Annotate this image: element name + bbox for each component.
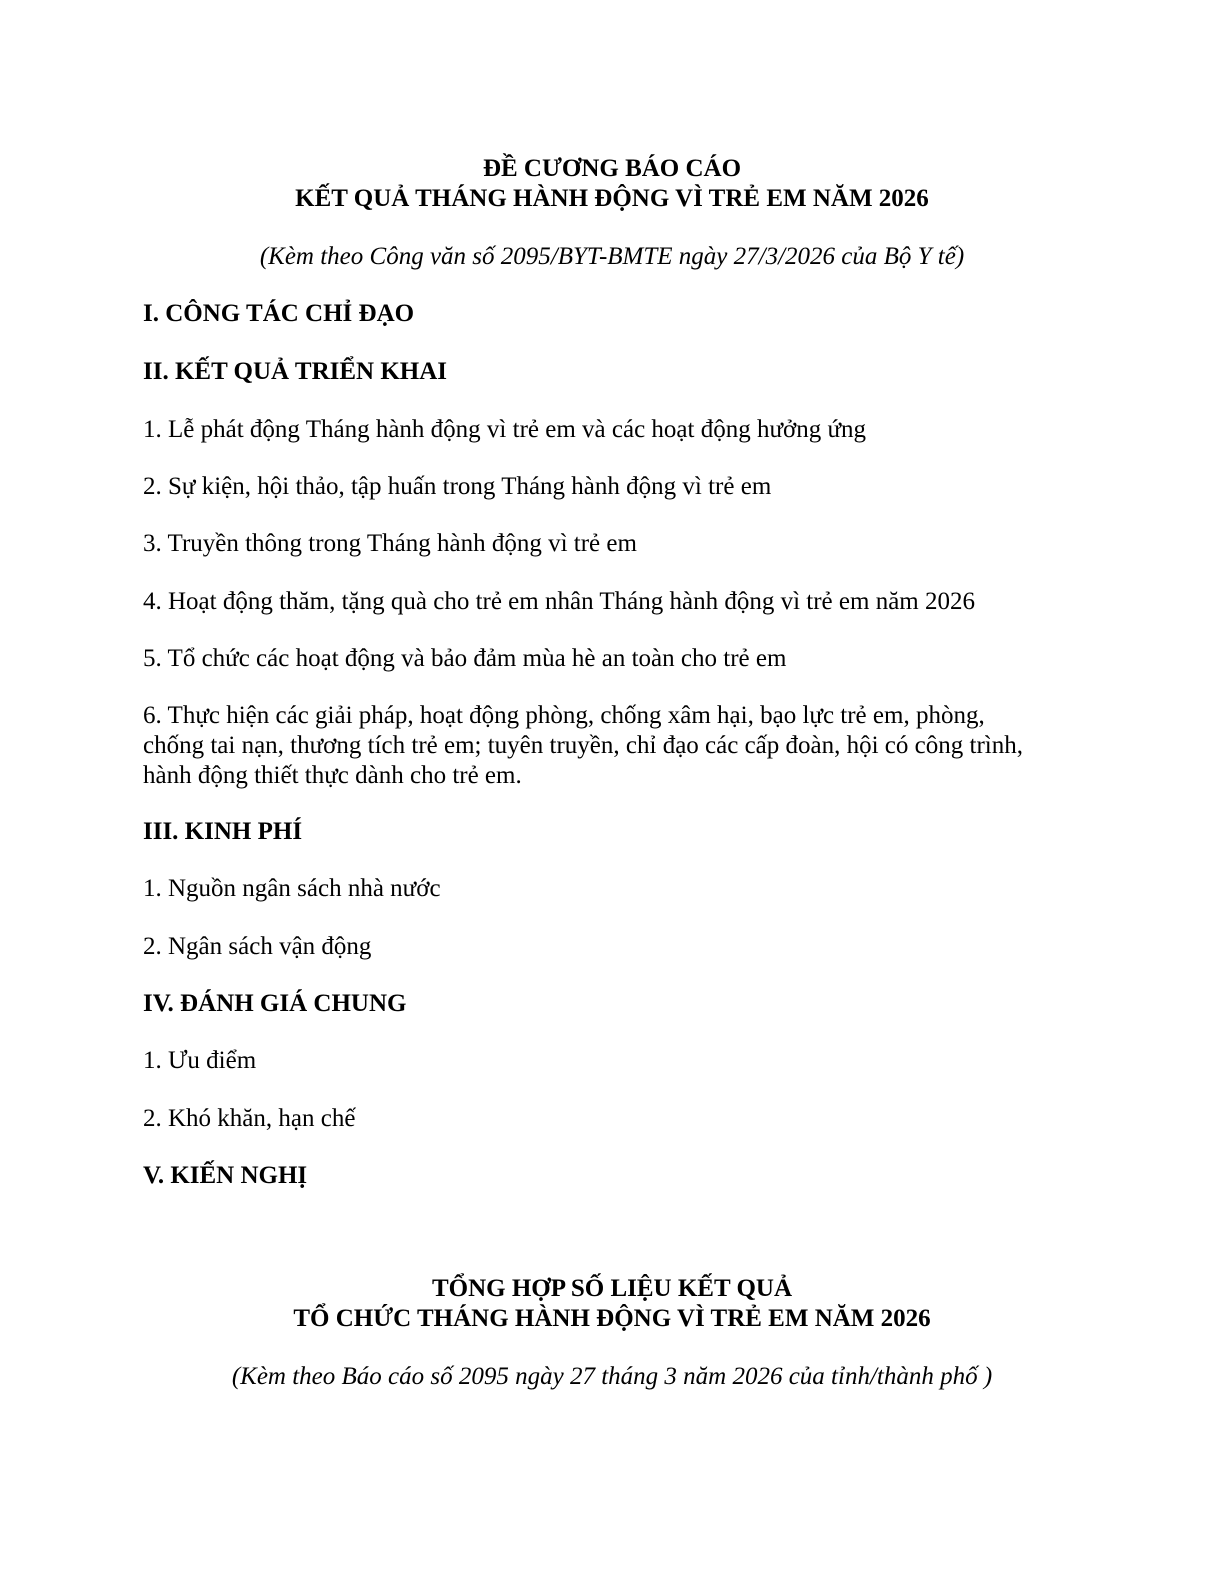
outline-title <box>0 154 1224 214</box>
list-item: 2. Ngân sách vận động <box>143 933 372 960</box>
summary-title-line1: TỔNG HỢP SỐ LIỆU KẾT QUẢ <box>431 1275 793 1302</box>
list-item: 2. Khó khăn, hạn chế <box>143 1105 356 1132</box>
list-item: 4. Hoạt động thăm, tặng quà cho trẻ em nhân Tháng hành động vì trẻ em năm 2026 <box>143 588 975 615</box>
list-item-line: chống tai nạn, thương tích trẻ em; tuyên truyền, chỉ đạo các cấp đoàn, hội có công trình, <box>143 732 1023 759</box>
outline-title-line1: ĐỀ CƯƠNG BÁO CÁO <box>482 155 742 182</box>
list-item-line: 6. Thực hiện các giải pháp, hoạt động phòng, chống xâm hại, bạo lực trẻ em, phòng, <box>143 702 985 729</box>
list-item: 5. Tổ chức các hoạt động và bảo đảm mùa hè an toàn cho trẻ em <box>143 645 787 672</box>
list-item: 1. Nguồn ngân sách nhà nước <box>143 875 441 902</box>
list-item-line: hành động thiết thực dành cho trẻ em. <box>143 762 522 789</box>
summary-subtitle: (Kèm theo Báo cáo số 2095 ngày 27 tháng 3 năm 2026 của tỉnh/thành phố ) <box>231 1363 993 1390</box>
list-item: 1. Ưu điểm <box>143 1047 257 1074</box>
section-heading-ket-qua: II. KẾT QUẢ TRIỂN KHAI <box>143 358 448 385</box>
outline-subtitle: (Kèm theo Công văn số 2095/BYT-BMTE ngày 27/3/2026 của Bộ Y tế) <box>259 243 965 270</box>
outline-title-line2: KẾT QUẢ THÁNG HÀNH ĐỘNG VÌ TRẺ EM NĂM 2026 <box>295 185 929 212</box>
list-item: 3. Truyền thông trong Tháng hành động vì trẻ em <box>143 530 637 557</box>
list-item: 2. Sự kiện, hội thảo, tập huấn trong Tháng hành động vì trẻ em <box>143 473 772 500</box>
section-heading-kien-nghi: V. KIẾN NGHỊ <box>143 1162 308 1189</box>
section-heading-danh-gia: IV. ĐÁNH GIÁ CHUNG <box>143 990 407 1017</box>
list-item-multiline <box>143 701 1063 791</box>
list-item: 1. Lễ phát động Tháng hành động vì trẻ em và các hoạt động hưởng ứng <box>143 416 867 443</box>
summary-title-line2: TỔ CHỨC THÁNG HÀNH ĐỘNG VÌ TRẺ EM NĂM 2026 <box>293 1305 931 1332</box>
summary-title <box>0 1274 1224 1334</box>
section-heading-chi-dao: I. CÔNG TÁC CHỈ ĐẠO <box>143 300 415 327</box>
section-heading-kinh-phi: III. KINH PHÍ <box>143 818 303 845</box>
